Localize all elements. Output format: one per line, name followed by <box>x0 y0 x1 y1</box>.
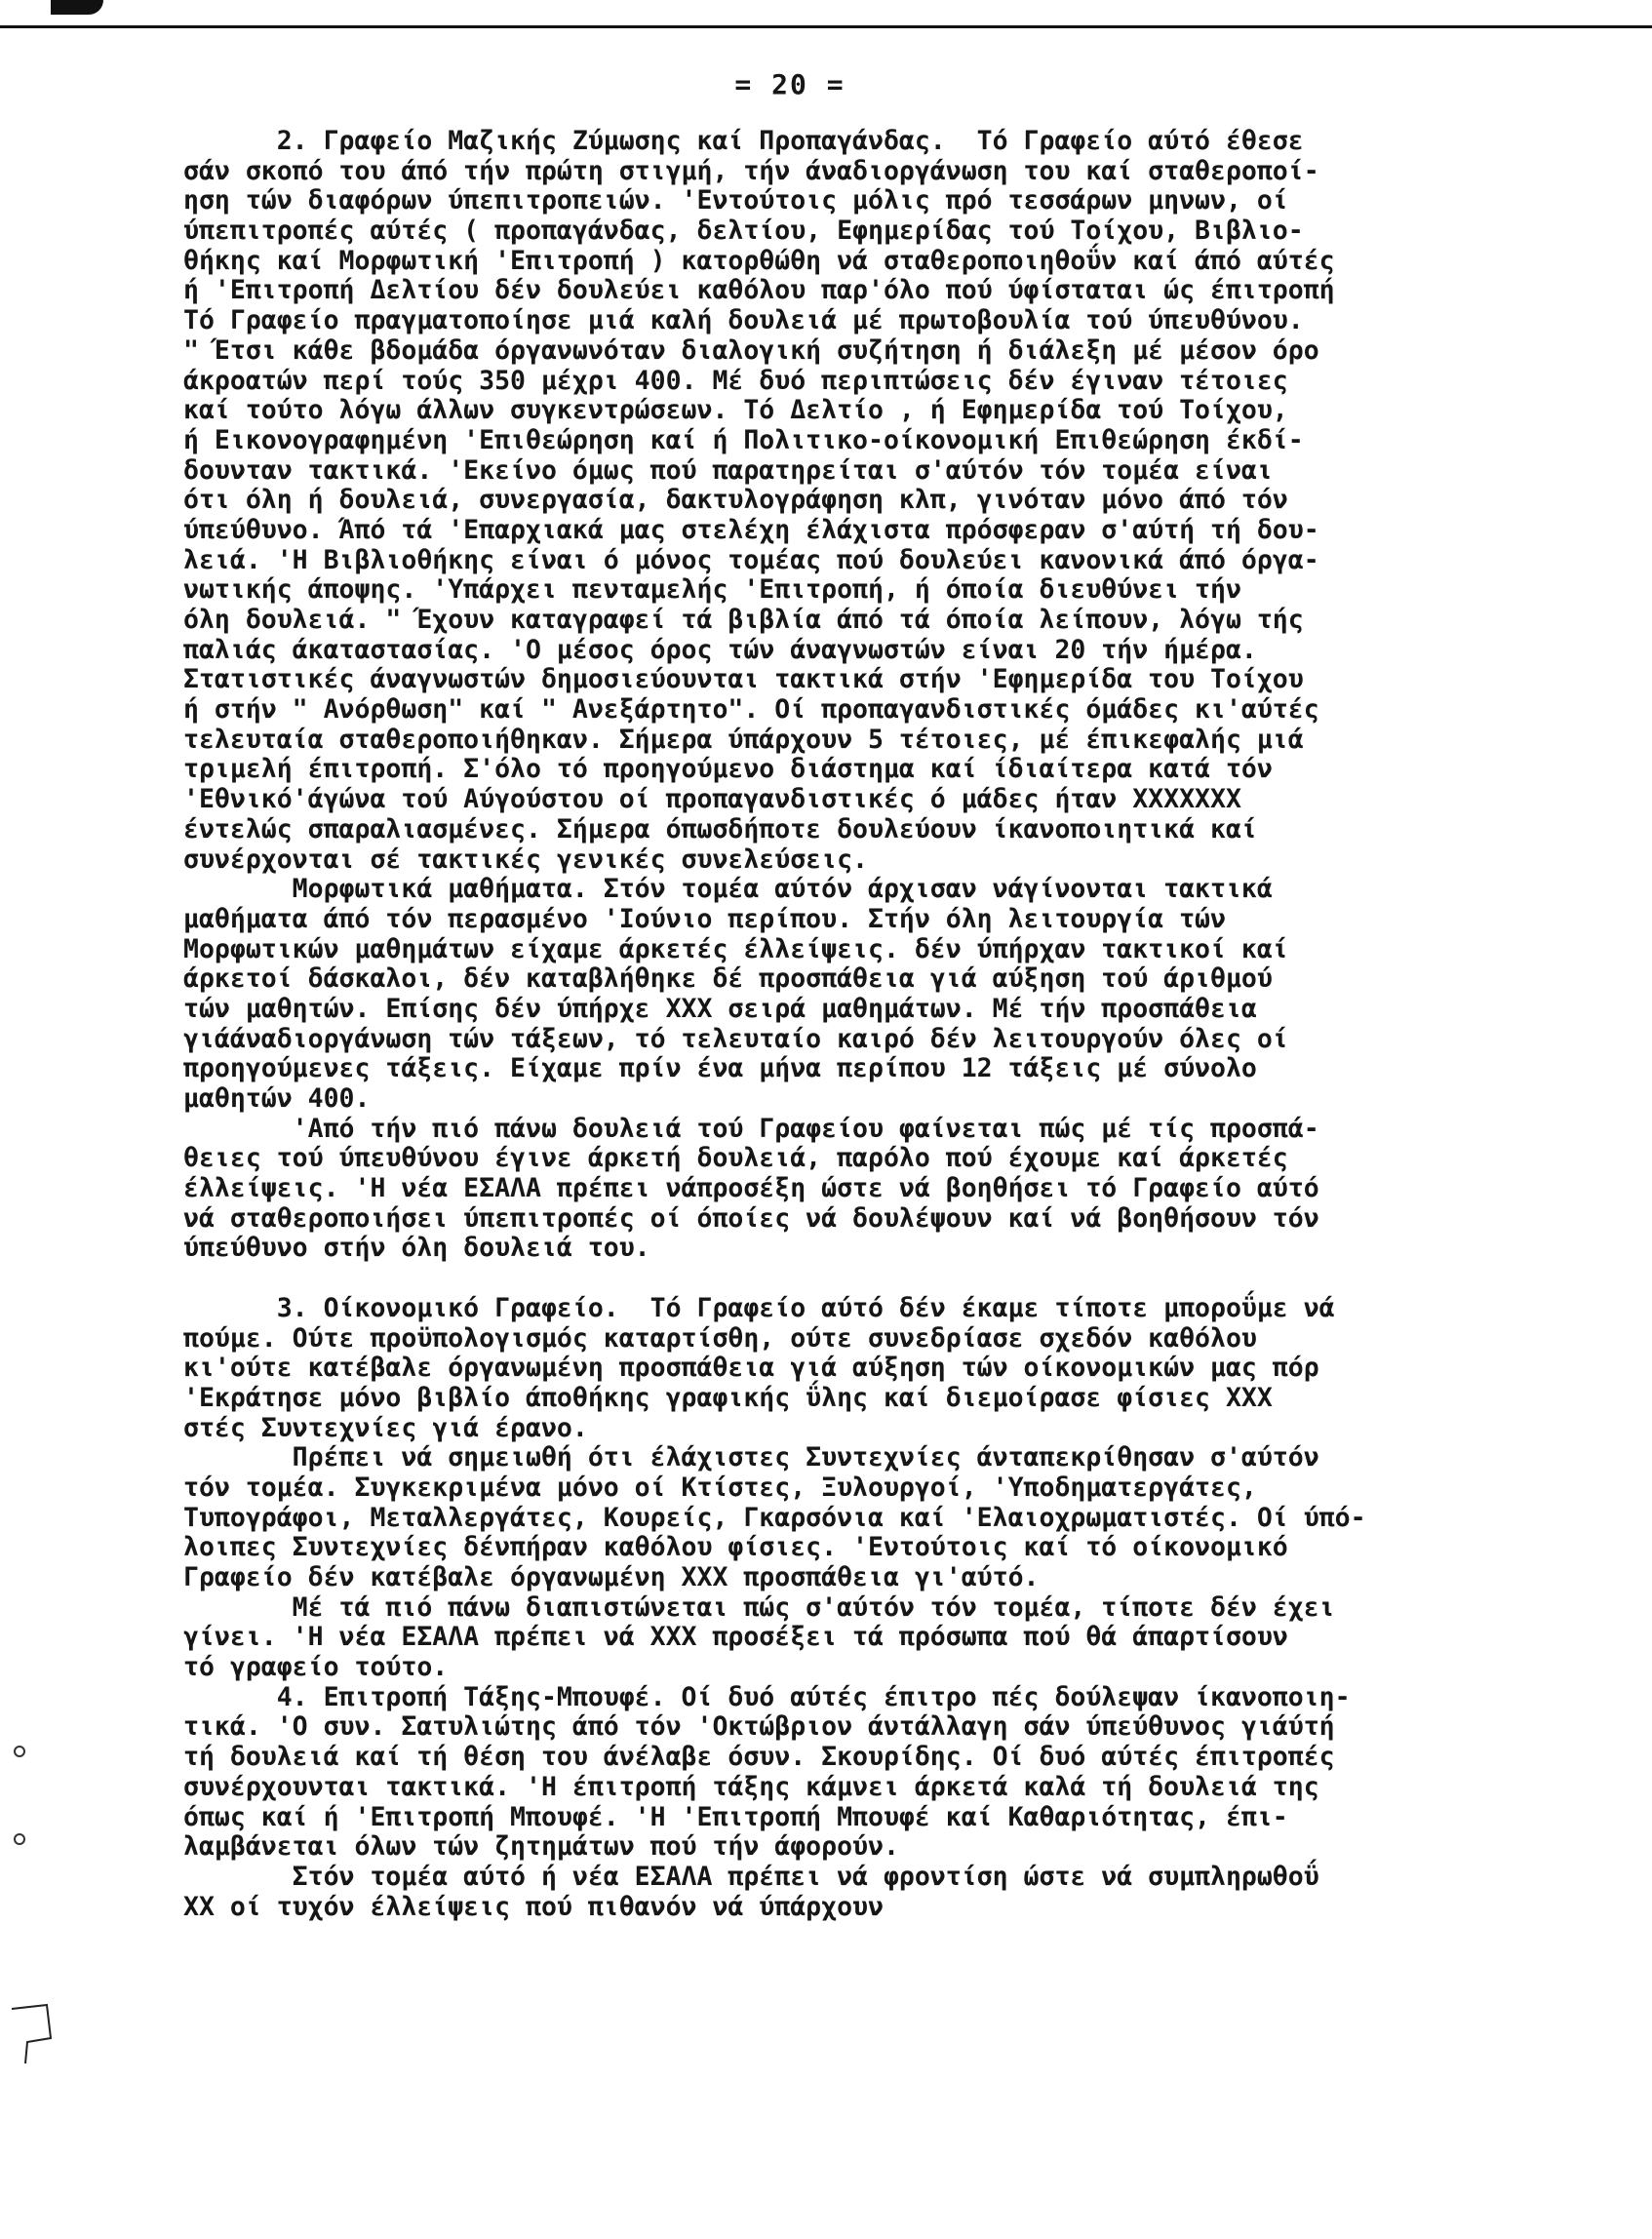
text-line: καί τούτο λόγω άλλων συγκεντρώσεων. Τό Δελτίο , ή Εφημερίδα τού Τοίχου, <box>183 395 1288 426</box>
text-line: γίνει. 'Η νέα ΕΣΑΛΑ πρέπει νά ΧΧΧ προσέξει τά πρόσωπα πού θά άπαρτίσουν <box>183 1622 1288 1653</box>
text-line: 2. Γραφείο Μαζικής Ζύμωσης καί Προπαγάνδας. Τό Γραφείο αύτό έθεσε <box>183 126 1304 156</box>
text-line: λαμβάνεται όλων τών ζητημάτων πού τήν άφορούν. <box>183 1831 899 1863</box>
text-line: 'Από τήν πιό πάνω δουλειά τού Γραφείου φαίνεται πώς μέ τίς προσπά- <box>183 1113 1319 1144</box>
text-line: θειες τού ύπευθύνου έγινε άρκετή δουλειά, παρόλο πού έχουμε καί άρκετές <box>183 1143 1288 1174</box>
text-line: δουνταν τακτικά. 'Εκείνο όμως πού παρατηρείται σ'αύτόν τόν τομέα είναι <box>183 454 1273 486</box>
text-line: Στατιστικές άναγνωστών δημοσιεύουνται τακτικά στήν 'Εφημερίδα του Τοίχου <box>183 664 1304 695</box>
text-line: άρκετοί δάσκαλοι, δέν καταβλήθηκε δέ προσπάθεια γιά αύξηση τού άριθμού <box>183 963 1273 995</box>
text-line: συνέρχονται σέ τακτικές γενικές συνελεύσεις. <box>183 844 868 875</box>
text-line: " Έτσι κάθε βδομάδα όργανωνόταν διαλογική συζήτηση ή διάλεξη μέ μέσον όρο <box>183 334 1319 366</box>
text-line: συνέρχουνται τακτικά. 'Η έπιτροπή τάξης κάμνει άρκετά καλά τή δουλειά της <box>183 1771 1319 1802</box>
text-line: τριμελή έπιτροπή. Σ'όλο τό προηγούμενο διάστημα καί ίδιαίτερα κατά τόν <box>183 754 1273 785</box>
text-line: ή 'Επιτροπή Δελτίου δέν δουλεύει καθόλου παρ'όλο πού ύφίσταται ώς έπιτροπή <box>183 275 1335 306</box>
text-line: Μέ τά πιό πάνω διαπιστώνεται πώς σ'αύτόν τόν τομέα, τίποτε δέν έχει <box>183 1591 1335 1623</box>
text-line: προηγούμενες τάξεις. Είχαμε πρίν ένα μήνα περίπου 12 τάξεις μέ σύνολο <box>183 1053 1257 1084</box>
text-line: ΧΧ οί τυχόν έλλείψεις πού πιθανόν νά ύπάρχουν <box>183 1891 884 1922</box>
text-line: τόν τομέα. Συγκεκριμένα μόνο οί Κτίστες, Ξυλουργοί, 'Υποδηματεργάτες, <box>183 1472 1257 1503</box>
text-line: ύπεύθυνο στήν όλη δουλειά του. <box>183 1233 650 1264</box>
text-line: τή δουλειά καί τή θέση του άνέλαβε όσυν. Σκουρίδης. Οί δυό αύτές έπιτροπές <box>183 1742 1335 1773</box>
text-line: 'Εκράτησε μόνο βιβλίο άποθήκης γραφικής ΰλης καί διεμοίρασε φίσιες ΧΧΧ <box>183 1382 1273 1413</box>
text-line: τελευταία σταθεροποιήθηκαν. Σήμερα ύπάρχουν 5 τέτοιες, μέ έπικεφαλής μιά <box>183 724 1304 755</box>
text-line: 'Εθνικό'άγώνα τού Αύγούστου οί προπαγανδιστικές ό μάδες ήταν ΧΧΧΧΧΧΧ <box>183 784 1241 815</box>
text-line <box>183 1264 1646 1294</box>
typescript-body <box>183 127 1646 1922</box>
top-corner-mark <box>51 0 103 15</box>
text-line: 4. Επιτροπή Τάξης-Μπουφέ. Οί δυό αύτές έπιτρο πές δούλεψαν ίκανοποιη- <box>183 1681 1351 1712</box>
text-line: γιάάναδιοργάνωση τών τάξεων, τό τελευταίο καιρό δέν λειτουργούν όλες οί <box>183 1023 1288 1054</box>
text-line: 3. Οίκονομικό Γραφείο. Τό Γραφείο αύτό δέν έκαμε τίποτε μποροΰμε νά <box>183 1292 1335 1323</box>
text-line: τικά. 'Ο συν. Σατυλιώτης άπό τόν 'Οκτώβριον άντάλλαγη σάν ύπεύθυνος γιάύτή <box>183 1711 1335 1743</box>
text-line: έντελώς σπαραλιασμένες. Σήμερα όπωσδήποτε δουλεύουν ίκανοποιητικά καί <box>183 813 1257 845</box>
text-line: πούμε. Ούτε προϋπολογισμός καταρτίσθη, ούτε συνεδρίασε σχεδόν καθόλου <box>183 1322 1257 1354</box>
text-line: νά σταθεροποιήσει ύπεπιτροπές οί όποίες νά δουλέψουν καί νά βοηθήσουν τόν <box>183 1202 1319 1234</box>
text-line: κι'ούτε κατέβαλε όργανωμένη προσπάθεια γιά αύξηση τών οίκονομικών μας πόρ <box>183 1353 1319 1384</box>
binding-bracket-mark <box>8 1999 57 2067</box>
text-line: τό γραφείο τούτο. <box>183 1652 449 1683</box>
text-line: έλλείψεις. 'Η νέα ΕΣΑΛΑ πρέπει νάπροσέξη ώστε νά βοηθήσει τό Γραφείο αύτό <box>183 1173 1319 1204</box>
top-border-rule <box>0 25 1652 28</box>
text-line: ότι όλη ή δουλειά, συνεργασία, δακτυλογράφηση κλπ, γινόταν μόνο άπό τόν <box>183 485 1288 516</box>
text-line: λειά. 'Η Βιβλιοθήκης είναι ό μόνος τομέας πού δουλεύει κανονικά άπό όργα- <box>183 544 1319 575</box>
text-line: όπως καί ή 'Επιτροπή Μπουφέ. 'Η 'Επιτροπή Μπουφέ καί Καθαριότητας, έπι- <box>183 1801 1288 1832</box>
text-line: Τυπογράφοι, Μεταλλεργάτες, Κουρείς, Γκαρσόνια καί 'Ελαιοχρωματιστές. Οί ύπό- <box>183 1502 1366 1533</box>
text-line: ή στήν " Ανόρθωση" καί " Ανεξάρτητο". Οί προπαγανδιστικές όμάδες κι'αύτές <box>183 694 1319 726</box>
punch-hole-mark <box>14 1746 25 1757</box>
text-line: Γραφείο δέν κατέβαλε όργανωμένη ΧΧΧ προσπάθεια γι'αύτό. <box>183 1562 1040 1592</box>
punch-hole-mark <box>14 1833 25 1845</box>
text-line: Πρέπει νά σημειωθή ότι έλάχιστες Συντεχνίες άνταπεκρίθησαν σ'αύτόν <box>183 1442 1319 1473</box>
text-line: Τό Γραφείο πραγματοποίησε μιά καλή δουλειά μέ πρωτοβουλία τού ύπευθύνου. <box>183 305 1304 336</box>
text-line: ηση τών διαφόρων ύπεπιτροπειών. 'Εντούτοις μόλις πρό τεσσάρων μηνων, οί <box>183 185 1288 216</box>
text-line: ύπεύθυνο. Άπό τά 'Επαρχιακά μας στελέχη έλάχιστα πρόσφεραν σ'αύτή τή δου- <box>183 514 1319 545</box>
text-line: Μορφωτικά μαθήματα. Στόν τομέα αύτόν άρχισαν νάγίνονται τακτικά <box>183 874 1273 905</box>
text-line: στές Συντεχνίες γιά έρανο. <box>183 1412 588 1443</box>
text-line: μαθητών 400. <box>183 1083 371 1114</box>
text-line: Στόν τομέα αύτό ή νέα ΕΣΑΛΑ πρέπει νά φροντίση ώστε νά συμπληρωθοΰ <box>183 1861 1319 1892</box>
text-line: Μορφωτικών μαθημάτων είχαμε άρκετές έλλείψεις. δέν ύπήρχαν τακτικοί καί <box>183 933 1288 964</box>
text-line: νωτικής άποψης. 'Υπάρχει πενταμελής 'Επιτροπή, ή όποία διευθύνει τήν <box>183 574 1241 606</box>
text-line: ή Εικονογραφημένη 'Επιθεώρηση καί ή Πολιτικο-οίκονομική Επιθεώρηση έκδί- <box>183 424 1304 455</box>
text-line: παλιάς άκαταστασίας. 'Ο μέσος όρος τών άναγνωστών είναι 20 τήν ήμέρα. <box>183 634 1257 665</box>
text-line: τών μαθητών. Επίσης δέν ύπήρχε ΧΧΧ σειρά μαθημάτων. Μέ τήν προσπάθεια <box>183 993 1257 1024</box>
text-line: λοιπες Συντεχνίες δένπήραν καθόλου φίσιες. 'Εντούτοις καί τό οίκονομικό <box>183 1532 1288 1563</box>
text-line: θήκης καί Μορφωτική 'Επιτροπή ) κατορθώθη νά σταθεροποιηθοΰν καί άπό αύτές <box>183 245 1335 276</box>
page-number: = 20 = <box>734 68 846 100</box>
text-line: όλη δουλειά. " Έχουν καταγραφεί τά βιβλία άπό τά όποία λείπουν, λόγω τής <box>183 605 1304 635</box>
text-line: άκροατών περί τούς 350 μέχρι 400. Μέ δυό περιπτώσεις δέν έγιναν τέτοιες <box>183 365 1288 396</box>
text-line: ύπεπιτροπές αύτές ( προπαγάνδας, δελτίου, Εφημερίδας τού Τοίχου, Βιβλιο- <box>183 216 1304 247</box>
text-line: σάν σκοπό του άπό τήν πρώτη στιγμή, τήν άναδιοργάνωση του καί σταθεροποί- <box>183 155 1319 186</box>
text-line: μαθήματα άπό τόν περασμένο 'Ιούνιο περίπου. Στήν όλη λειτουργία τών <box>183 903 1226 934</box>
